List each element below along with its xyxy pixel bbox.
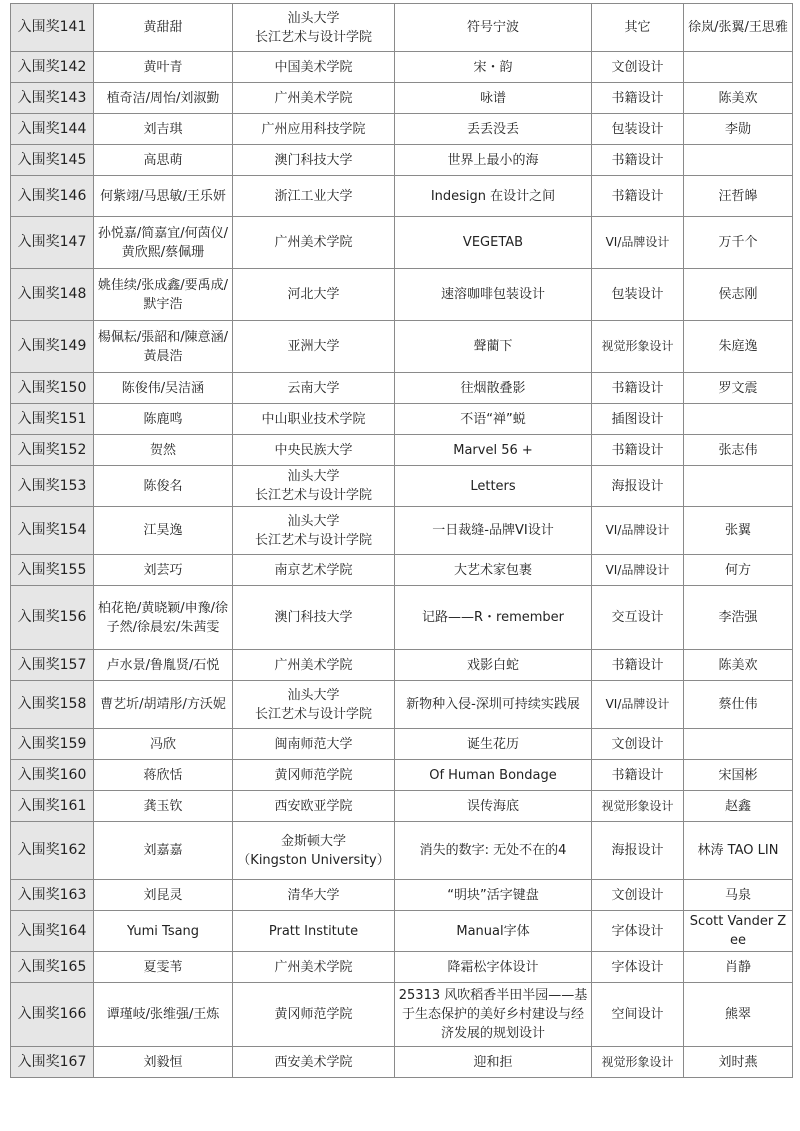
award-id-cell: 入围奖166 [11,983,94,1047]
category-cell: 书籍设计 [592,83,684,114]
award-id-cell: 入围奖163 [11,880,94,911]
school-cell: 中国美术学院 [233,52,395,83]
work-title-cell: 一日裁缝-品牌VI设计 [395,507,592,555]
award-id-cell: 入围奖148 [11,269,94,321]
author-cell: 陈鹿鸣 [94,404,233,435]
table-row [11,681,793,729]
category-cell: 视觉形象设计 [592,321,684,373]
table-row [11,911,793,952]
table-row [11,404,793,435]
advisor-cell: 林涛 TAO LIN [684,822,793,880]
table-row [11,466,793,507]
award-id-cell: 入围奖159 [11,729,94,760]
category-cell: 文创设计 [592,729,684,760]
work-title-cell: 消失的数字: 无处不在的4 [395,822,592,880]
author-cell: 姚佳续/张成鑫/要禹成/默宇浩 [94,269,233,321]
work-title-cell: 丢丢没丢 [395,114,592,145]
table-row [11,952,793,983]
work-title-cell: Letters [395,466,592,507]
table-row [11,650,793,681]
school-cell-line: 长江艺术与设计学院 [254,706,372,722]
school-cell-line: 长江艺术与设计学院 [254,488,372,503]
award-id-cell: 入围奖153 [11,466,94,507]
school-cell: 中山职业技术学院 [233,404,395,435]
advisor-cell [684,52,793,83]
school-cell: 西安美术学院 [233,1047,395,1078]
award-id-cell: 入围奖157 [11,650,94,681]
work-title-cell: 戏影白蛇 [395,650,592,681]
table-row [11,321,793,373]
award-id-cell: 入围奖161 [11,791,94,822]
award-id-cell: 入围奖151 [11,404,94,435]
table-row [11,114,793,145]
table-row [11,822,793,880]
award-id-cell: 入围奖156 [11,586,94,650]
school-cell [233,822,395,880]
school-cell-line: 金斯顿大学 [280,833,346,849]
work-title-cell: 不语“禅”蜕 [395,404,592,435]
table-row [11,176,793,217]
table-row [11,760,793,791]
advisor-cell: 万千个 [684,217,793,269]
category-cell: 文创设计 [592,880,684,911]
work-title-cell: “明块”活字键盘 [395,880,592,911]
author-cell: 柏花艳/黄晓颖/申豫/徐子然/徐晨宏/朱茜雯 [94,586,233,650]
advisor-cell: 李浩强 [684,586,793,650]
advisor-cell: 张翼 [684,507,793,555]
school-cell: 澳门科技大学 [233,586,395,650]
table-row [11,145,793,176]
school-cell: 广州美术学院 [233,650,395,681]
school-cell-line: 汕头大学 [287,687,340,703]
author-cell: 孙悦嘉/简嘉宜/何茵仪/黄欣熙/蔡佩珊 [94,217,233,269]
school-cell: 广州应用科技学院 [233,114,395,145]
category-cell: 海报设计 [592,822,684,880]
table-row [11,373,793,404]
work-title-cell: 大艺术家包裹 [395,555,592,586]
school-cell-line: 汕头大学 [287,10,340,26]
table-row [11,791,793,822]
category-cell: 字体设计 [592,911,684,952]
award-list-sheet [10,3,792,1078]
school-cell: 亚洲大学 [233,321,395,373]
award-id-cell: 入围奖146 [11,176,94,217]
award-id-cell: 入围奖149 [11,321,94,373]
work-title-cell: 咏谱 [395,83,592,114]
advisor-cell: 李勋 [684,114,793,145]
school-cell [233,681,395,729]
school-cell: 澳门科技大学 [233,145,395,176]
author-cell: 曹艺圻/胡靖彤/方沃妮 [94,681,233,729]
school-cell: 中央民族大学 [233,435,395,466]
table-row [11,555,793,586]
work-title-cell: 往烟散叠影 [395,373,592,404]
author-cell: 卢水景/鲁胤贤/石悦 [94,650,233,681]
category-cell: 视觉形象设计 [592,1047,684,1078]
award-id-cell: 入围奖158 [11,681,94,729]
category-cell: VI/品牌设计 [592,681,684,729]
advisor-cell: 何方 [684,555,793,586]
award-id-cell: 入围奖150 [11,373,94,404]
work-title-cell: 降霜松字体设计 [395,952,592,983]
school-cell: 广州美术学院 [233,83,395,114]
advisor-cell: 陈美欢 [684,83,793,114]
table-row [11,435,793,466]
school-cell-line: 汕头大学 [287,513,340,529]
table-row [11,1047,793,1078]
award-table [10,3,793,1078]
author-cell: 贺然 [94,435,233,466]
author-cell: 陈俊名 [94,466,233,507]
school-cell-line: 长江艺术与设计学院 [254,532,372,548]
author-cell: 陈俊伟/吴洁涵 [94,373,233,404]
advisor-cell: 肖静 [684,952,793,983]
advisor-cell: 汪哲皞 [684,176,793,217]
award-id-cell: 入围奖141 [11,4,94,52]
school-cell [233,4,395,52]
table-row [11,52,793,83]
category-cell: VI/品牌设计 [592,555,684,586]
work-title-cell: 新物种入侵-深圳可持续实践展 [395,681,592,729]
category-cell: 视觉形象设计 [592,791,684,822]
advisor-cell: 徐岚/张翼/王思雅 [684,4,793,52]
author-cell: 龚玉钦 [94,791,233,822]
award-id-cell: 入围奖145 [11,145,94,176]
category-cell: VI/品牌设计 [592,217,684,269]
school-cell-line: （Kingston University） [237,852,390,868]
school-cell: 南京艺术学院 [233,555,395,586]
table-row [11,269,793,321]
category-cell: 插图设计 [592,404,684,435]
author-cell: 刘毅恒 [94,1047,233,1078]
work-title-cell: 迎和拒 [395,1047,592,1078]
school-cell: 清华大学 [233,880,395,911]
author-cell: 何紫翊/马思敏/王乐妍 [94,176,233,217]
author-cell: 刘嘉嘉 [94,822,233,880]
school-cell: 广州美术学院 [233,217,395,269]
author-cell: 植奇洁/周怡/刘淑勤 [94,83,233,114]
award-id-cell: 入围奖160 [11,760,94,791]
table-row [11,729,793,760]
author-cell: 刘芸巧 [94,555,233,586]
work-title-cell: Indesign 在设计之间 [395,176,592,217]
advisor-cell: 马泉 [684,880,793,911]
advisor-cell [684,145,793,176]
work-title-cell: 25313 风吹稻香半田半园——基于生态保护的美好乡村建设与经济发展的规划设计 [395,983,592,1047]
author-cell: 刘吉琪 [94,114,233,145]
category-cell: 书籍设计 [592,760,684,791]
category-cell: 其它 [592,4,684,52]
category-cell: 文创设计 [592,52,684,83]
advisor-cell: 蔡仕伟 [684,681,793,729]
school-cell: 西安欧亚学院 [233,791,395,822]
author-cell: 黄叶青 [94,52,233,83]
author-cell: 黄甜甜 [94,4,233,52]
school-cell: 浙江工业大学 [233,176,395,217]
school-cell: 广州美术学院 [233,952,395,983]
table-row [11,586,793,650]
author-cell: 蒋欣恬 [94,760,233,791]
advisor-cell [684,729,793,760]
work-title-cell: 世界上最小的海 [395,145,592,176]
author-cell: 夏雯苇 [94,952,233,983]
school-cell: 河北大学 [233,269,395,321]
award-id-cell: 入围奖164 [11,911,94,952]
category-cell: 书籍设计 [592,145,684,176]
advisor-cell: 朱庭逸 [684,321,793,373]
table-row [11,983,793,1047]
award-id-cell: 入围奖152 [11,435,94,466]
category-cell: 空间设计 [592,983,684,1047]
work-title-cell: Marvel 56 + [395,435,592,466]
work-title-cell: Manual字体 [395,911,592,952]
table-row [11,507,793,555]
work-title-cell: 聲藺下 [395,321,592,373]
category-cell: 包装设计 [592,269,684,321]
author-cell: 江昊逸 [94,507,233,555]
work-title-cell: 误传海底 [395,791,592,822]
table-row [11,880,793,911]
author-cell: 冯欣 [94,729,233,760]
school-cell: 黄冈师范学院 [233,983,395,1047]
category-cell: 海报设计 [592,466,684,507]
advisor-cell: 熊翠 [684,983,793,1047]
table-row [11,83,793,114]
category-cell: 书籍设计 [592,176,684,217]
advisor-cell: 张志伟 [684,435,793,466]
author-cell: 刘昆灵 [94,880,233,911]
author-cell: 谭瑾岐/张维强/王炼 [94,983,233,1047]
category-cell: 交互设计 [592,586,684,650]
advisor-cell: 罗文震 [684,373,793,404]
author-cell: Yumi Tsang [94,911,233,952]
school-cell-line: 长江艺术与设计学院 [254,29,372,45]
category-cell: VI/品牌设计 [592,507,684,555]
category-cell: 字体设计 [592,952,684,983]
school-cell: 云南大学 [233,373,395,404]
category-cell: 书籍设计 [592,650,684,681]
category-cell: 包装设计 [592,114,684,145]
table-row [11,4,793,52]
school-cell [233,466,395,507]
school-cell [233,507,395,555]
advisor-cell [684,466,793,507]
advisor-cell: 刘时燕 [684,1047,793,1078]
advisor-cell: 陈美欢 [684,650,793,681]
advisor-cell: 侯志刚 [684,269,793,321]
award-id-cell: 入围奖155 [11,555,94,586]
author-cell: 楊佩耘/張韶和/陳意涵/黃晨浩 [94,321,233,373]
work-title-cell: 速溶咖啡包装设计 [395,269,592,321]
work-title-cell: 符号宁波 [395,4,592,52]
work-title-cell: 诞生花历 [395,729,592,760]
award-id-cell: 入围奖143 [11,83,94,114]
work-title-cell: Of Human Bondage [395,760,592,791]
award-id-cell: 入围奖144 [11,114,94,145]
school-cell-line: 汕头大学 [287,469,340,484]
work-title-cell: VEGETAB [395,217,592,269]
award-id-cell: 入围奖147 [11,217,94,269]
table-row [11,217,793,269]
advisor-cell: Scott Vander Zee [684,911,793,952]
work-title-cell: 宋・韵 [395,52,592,83]
category-cell: 书籍设计 [592,435,684,466]
award-id-cell: 入围奖167 [11,1047,94,1078]
category-cell: 书籍设计 [592,373,684,404]
advisor-cell [684,404,793,435]
award-id-cell: 入围奖162 [11,822,94,880]
author-cell: 高思萌 [94,145,233,176]
school-cell: Pratt Institute [233,911,395,952]
advisor-cell: 宋国彬 [684,760,793,791]
work-title-cell: 记路——R・remember [395,586,592,650]
award-id-cell: 入围奖165 [11,952,94,983]
school-cell: 闽南师范大学 [233,729,395,760]
school-cell: 黄冈师范学院 [233,760,395,791]
award-id-cell: 入围奖154 [11,507,94,555]
advisor-cell: 赵鑫 [684,791,793,822]
award-id-cell: 入围奖142 [11,52,94,83]
